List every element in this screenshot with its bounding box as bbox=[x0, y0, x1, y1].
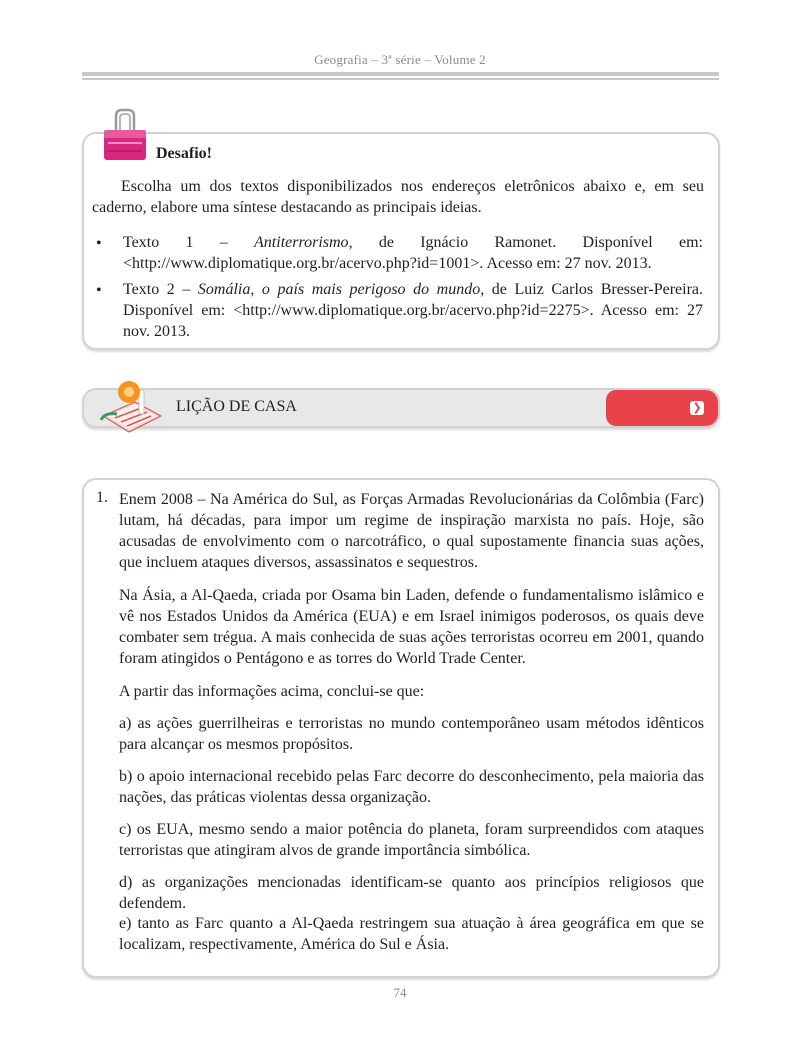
question-paragraph: Na Ásia, a Al-Qaeda, criada por Osama bin Laden, defende o fundamentalismo islâmico e vê nos Estados Unidos da América (EUA) e em Israel inimigos poderosos, os quais deve combater sem trégua. A mais conhecida de suas ações terroristas ocorreu em 2001, quando foram atingidos o Pentágono e as torres do World Trade Center. bbox=[119, 587, 704, 667]
page-header-title: Geografia – 3ª série – Volume 2 bbox=[314, 52, 486, 67]
bullet-2-rest: , de Luiz Carlos Bresser-Pereira. Disponível em: <http://www.diplomatique.org.br/acervo.php?id=2275>. Acesso em: 27 nov. 2013. bbox=[123, 281, 704, 340]
question-number: 1. bbox=[96, 489, 108, 506]
answer-option-e: e) tanto as Farc quanto a Al-Qaeda restringem sua atuação à área geográfica em que se localizam, respectivamente, América do Sul e Ásia. bbox=[119, 915, 704, 953]
answer-option-b: b) o apoio internacional recebido pelas Farc decorre do desconhecimento, pela maioria das nações, das práticas violentas dessa organização. bbox=[119, 768, 704, 806]
bullet-1-title: Antiterrorismo bbox=[254, 234, 349, 251]
question-paragraph: Enem 2008 – Na América do Sul, as Forças Armadas Revolucionárias da Colômbia (Farc) lutam, há décadas, para impor um regime de inspiração marxista no país. Hoje, são acusadas de envolvimento com o narcotráfico, o qual supostamente financia suas ações, que incluem ataques diversos, assassinatos e sequestros. bbox=[119, 491, 704, 571]
chevron-right-icon[interactable]: ❯ bbox=[690, 401, 704, 415]
answer-option-d: d) as organizações mencionadas identificam-se quanto aos princípios religiosos que defendem. bbox=[119, 874, 704, 912]
bullet-1-rest: , de Ignácio Ramonet. Disponível em: <http://www.diplomatique.org.br/acervo.php?id=1001>. Acesso em: 27 nov. 2013. bbox=[123, 234, 703, 272]
bullet-dot: • bbox=[96, 235, 102, 252]
header-rule-thin bbox=[82, 78, 719, 80]
desafio-title: Desafio! bbox=[156, 145, 212, 162]
desafio-bullet-2 bbox=[123, 279, 703, 342]
licao-red-tab[interactable] bbox=[606, 390, 718, 426]
bullet-dot: • bbox=[96, 282, 102, 299]
question-paragraph: A partir das informações acima, conclui-se que: bbox=[119, 683, 425, 700]
desafio-intro: Escolha um dos textos disponibilizados nos endereços eletrônicos abaixo e, em seu caderno, elabore uma síntese destacando as principais ideias. bbox=[92, 178, 704, 216]
bullet-1-prefix: Texto 1 – bbox=[123, 234, 255, 251]
licao-de-casa-bar bbox=[82, 388, 720, 428]
page-number: 74 bbox=[393, 985, 407, 1000]
bullet-2-title: Somália, o país mais perigoso do mundo bbox=[197, 281, 481, 298]
binder-clip-icon bbox=[102, 108, 148, 164]
header-rule-thick bbox=[82, 72, 719, 76]
homework-icon bbox=[95, 376, 165, 434]
answer-option-c: c) os EUA, mesmo sendo a maior potência do planeta, foram surpreendidos com ataques terroristas que atingiram alvos de grande importância simbólica. bbox=[119, 821, 704, 859]
desafio-bullet-1 bbox=[123, 232, 703, 274]
answer-option-a: a) as ações guerrilheiras e terroristas no mundo contemporâneo usam métodos idênticos para alcançar os mesmos propósitos. bbox=[119, 715, 704, 753]
bullet-2-prefix: Texto 2 – bbox=[123, 281, 198, 298]
licao-de-casa-label: LIÇÃO DE CASA bbox=[176, 398, 297, 415]
